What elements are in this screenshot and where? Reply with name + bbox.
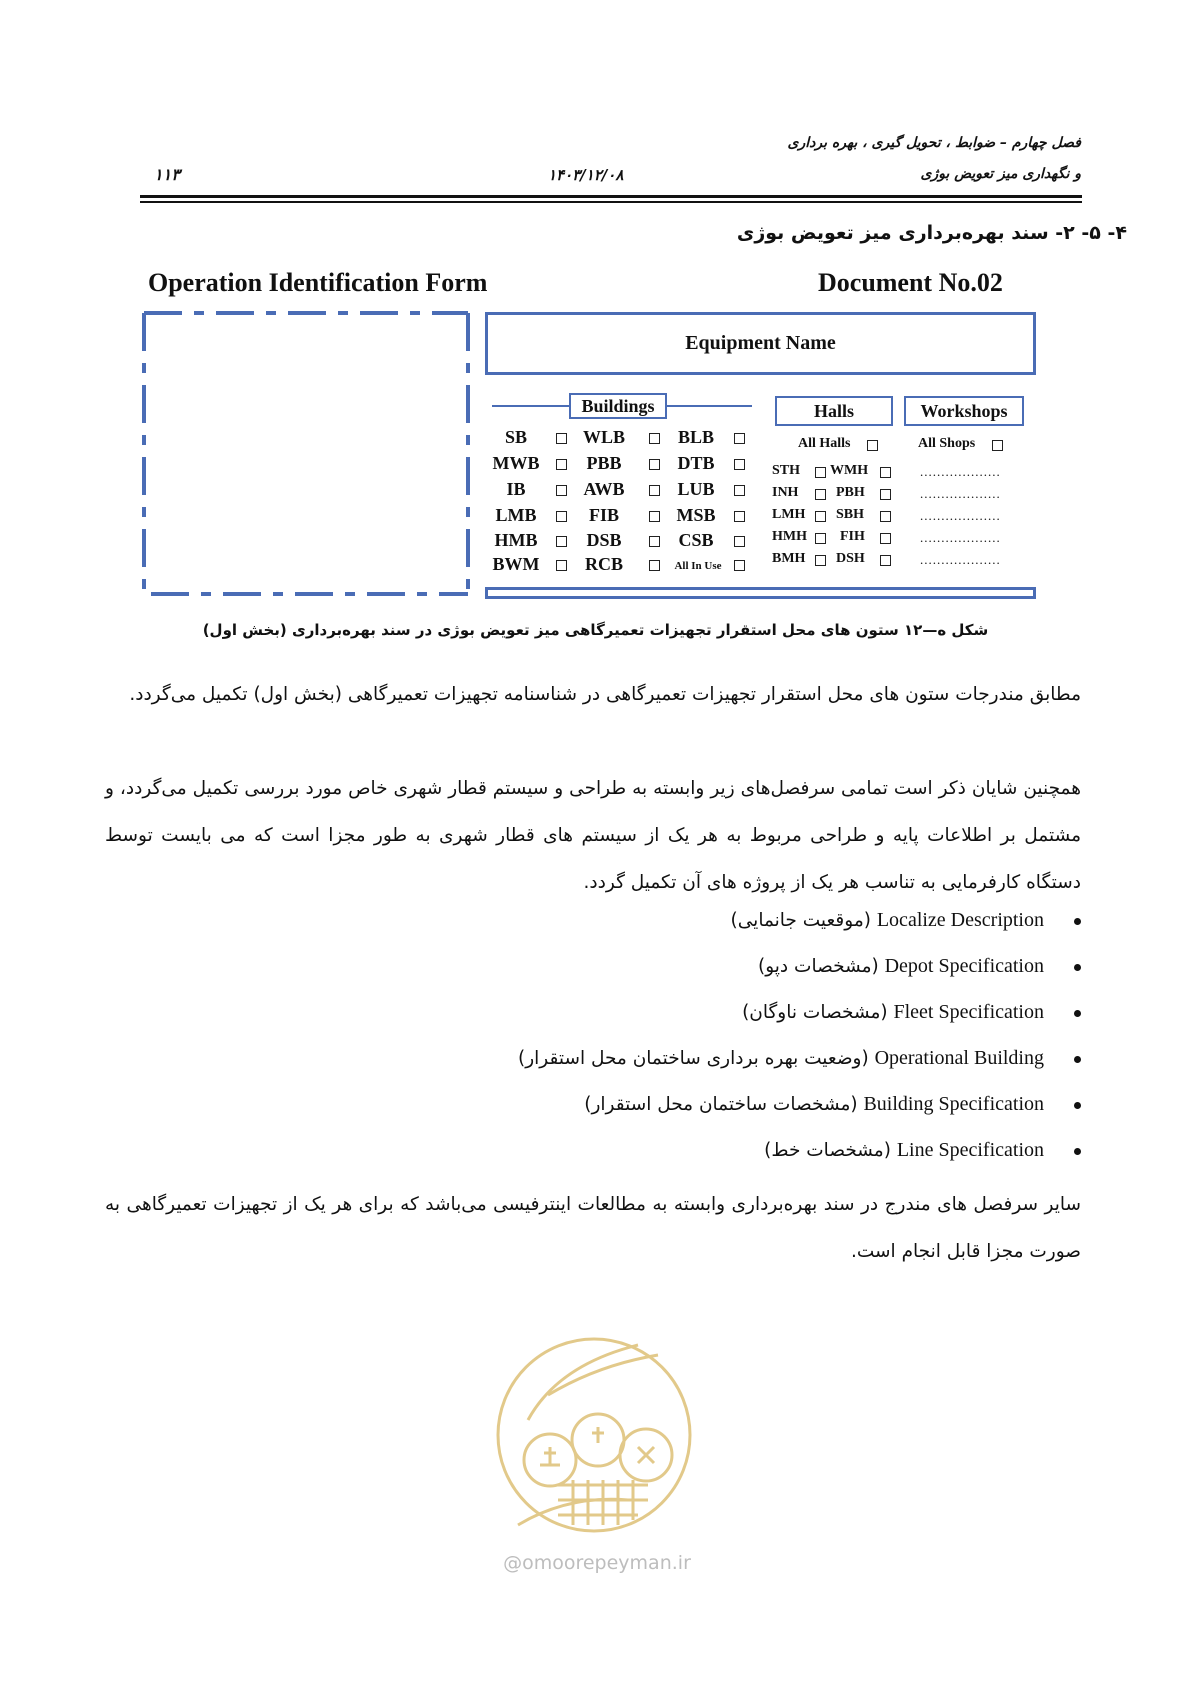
paragraph-3: سایر سرفصل های مندرج در سند بهره‌برداری وابسته به مطالعات اینترفیسی می‌باشد که برای هر یک از تجهیزات تعمیرگاهی به صورت مجزا قابل انجام است. — [105, 1194, 1081, 1262]
hall-code: STH — [772, 463, 801, 478]
building-checkbox[interactable] — [734, 536, 745, 547]
bullet-en: Fleet Specification — [893, 1001, 1044, 1023]
bullet-item — [584, 1093, 1081, 1116]
hall-checkbox[interactable] — [815, 511, 826, 522]
hall-code: LMH — [772, 507, 806, 522]
building-checkbox[interactable] — [649, 459, 660, 470]
header-rule-thin — [140, 201, 1082, 203]
bullet-item — [731, 909, 1081, 932]
hall-checkbox[interactable] — [880, 533, 891, 544]
all-shops-checkbox[interactable] — [992, 440, 1003, 451]
building-code: LUB — [677, 479, 715, 499]
building-code: RCB — [584, 554, 623, 574]
bullet-dot — [1074, 1148, 1081, 1155]
page-number: ۱۱۳ — [154, 165, 180, 184]
building-code: CSB — [678, 530, 714, 550]
building-code: FIB — [588, 505, 619, 525]
equipment-name-box — [485, 312, 1036, 375]
hall-code: WMH — [830, 463, 869, 478]
workshop-blank-field: ................... — [920, 486, 1001, 501]
hall-checkbox[interactable] — [880, 489, 891, 500]
building-checkbox[interactable] — [734, 560, 745, 571]
all-halls-label: All Halls — [798, 436, 851, 451]
workshops-grid — [918, 436, 1028, 586]
hall-checkbox[interactable] — [880, 511, 891, 522]
bullet-fa: (مشخصات ناوگان) — [742, 1002, 888, 1023]
section-title: ۴- ۵- ۲- سند بهره‌برداری میز تعویض بوژی — [736, 222, 1127, 244]
building-checkbox[interactable] — [734, 459, 745, 470]
building-checkbox[interactable] — [649, 560, 660, 571]
bullet-en: Line Specification — [896, 1139, 1044, 1161]
paragraph-1: مطابق مندرجات ستون های محل استقرار تجهیزات تعمیرگاهی در شناسنامه تجهیزات تعمیرگاهی (بخش اول) تکمیل می‌گردد. — [129, 684, 1081, 705]
all-shops-label: All Shops — [918, 436, 976, 451]
hall-code: PBH — [836, 485, 865, 500]
watermark-site: @omoorepeyman.ir — [503, 1552, 691, 1574]
paragraph-2: همچنین شایان ذکر است تمامی سرفصل‌های زیر وابسته به طراحی و سیستم قطار شهری خاص مورد بررسی تکمیل می‌گردد، و مشتمل بر اطلاعات پایه و طراحی مربوط به هر یک از سیستم های قطار شهری به طور مجزا است که می بایست توسط دستگاه کارفرمایی به تناسب هر یک از پروژه های آن تکمیل گردد. — [105, 778, 1081, 893]
hall-code: HMH — [772, 529, 807, 544]
hall-code: SBH — [836, 507, 865, 522]
bullet-fa: (مشخصات دپو) — [757, 956, 879, 977]
building-checkbox[interactable] — [734, 485, 745, 496]
building-checkbox[interactable] — [649, 485, 660, 496]
hall-code: FIH — [840, 529, 865, 544]
building-checkbox[interactable] — [556, 511, 567, 522]
bullet-en: Operational Building — [874, 1047, 1044, 1069]
buildings-grid — [490, 427, 760, 577]
document-number: Document No.02 — [818, 268, 1003, 297]
form-bottom-bar — [485, 587, 1036, 599]
bullet-en: Localize Description — [876, 909, 1044, 931]
chapter-title-line1: فصل چهارم – ضوابط ، تحویل گیری ، بهره برداری — [787, 135, 1081, 151]
building-code: DTB — [677, 453, 715, 473]
workshop-blank-field: ................... — [920, 530, 1001, 545]
buildings-line-right — [666, 405, 752, 407]
hall-checkbox[interactable] — [815, 533, 826, 544]
form-title: Operation Identification Form — [148, 268, 488, 297]
chapter-title-line2: و نگهداری میز تعویض بوژی — [920, 166, 1081, 182]
building-checkbox[interactable] — [734, 433, 745, 444]
building-code: LMB — [495, 505, 537, 525]
header-rule-thick — [140, 195, 1082, 198]
bullet-item — [758, 955, 1081, 978]
figure-caption: شکل ه—۱۲ ستون های محل استقرار تجهیزات تعمیرگاهی میز تعویض بوژی در سند بهره‌برداری (بخش اول) — [202, 621, 989, 639]
bullet-dot — [1074, 1056, 1081, 1063]
hall-code: BMH — [772, 551, 806, 566]
bullet-en: Depot Specification — [884, 955, 1044, 977]
hall-checkbox[interactable] — [815, 555, 826, 566]
hall-checkbox[interactable] — [880, 467, 891, 478]
hall-code: DSH — [836, 551, 865, 566]
building-checkbox[interactable] — [649, 433, 660, 444]
building-checkbox[interactable] — [734, 511, 745, 522]
building-checkbox[interactable] — [649, 536, 660, 547]
building-code: AWB — [583, 479, 625, 499]
buildings-label: Buildings — [569, 393, 667, 419]
hall-code: INH — [772, 485, 799, 500]
building-code: SB — [504, 427, 528, 447]
hall-checkbox[interactable] — [880, 555, 891, 566]
bullet-fa: (وضعیت بهره برداری ساختمان محل استقرار) — [518, 1048, 869, 1069]
building-code: BWM — [492, 554, 540, 574]
bullet-item — [518, 1047, 1081, 1070]
building-code: DSB — [586, 530, 622, 550]
building-code: MWB — [492, 453, 540, 473]
workshop-blank-field: ................... — [920, 508, 1001, 523]
building-code: WLB — [582, 427, 625, 447]
bullet-dot — [1074, 964, 1081, 971]
building-code: MSB — [676, 505, 716, 525]
bullet-dot — [1074, 918, 1081, 925]
building-code: HMB — [494, 530, 538, 550]
image-placeholder-box — [142, 311, 470, 597]
building-checkbox[interactable] — [649, 511, 660, 522]
bullet-dot — [1074, 1010, 1081, 1017]
workshops-label: Workshops — [904, 396, 1024, 426]
all-halls-checkbox[interactable] — [867, 440, 878, 451]
hall-checkbox[interactable] — [815, 467, 826, 478]
workshop-blank-field: ................... — [920, 464, 1001, 479]
equipment-name-label: Equipment Name — [685, 332, 836, 354]
hall-checkbox[interactable] — [815, 489, 826, 500]
building-checkbox[interactable] — [556, 560, 567, 571]
bullet-fa: (مشخصات ساختمان محل استقرار) — [584, 1094, 858, 1115]
bullet-fa: (مشخصات خط) — [764, 1140, 891, 1161]
building-code: BLB — [677, 427, 715, 447]
bullet-en: Building Specification — [863, 1093, 1044, 1115]
bullet-item — [742, 1001, 1081, 1024]
buildings-line-left — [492, 405, 570, 407]
bullet-fa: (موقعیت جانمایی) — [730, 910, 871, 931]
building-checkbox[interactable] — [556, 485, 567, 496]
halls-label: Halls — [775, 396, 893, 426]
building-code-all-in-use: All In Use — [674, 560, 722, 572]
building-checkbox[interactable] — [556, 459, 567, 470]
workshop-blank-field: ................... — [920, 552, 1001, 567]
omoorepeyman-seal-logo — [488, 1325, 708, 1550]
header-date: ۱۴۰۳/۱۲/۰۸ — [548, 166, 624, 184]
bullet-dot — [1074, 1102, 1081, 1109]
halls-grid — [772, 436, 902, 586]
building-checkbox[interactable] — [556, 433, 567, 444]
bullet-item — [764, 1139, 1081, 1162]
building-code: PBB — [586, 453, 622, 473]
building-code: IB — [506, 479, 526, 499]
building-checkbox[interactable] — [556, 536, 567, 547]
